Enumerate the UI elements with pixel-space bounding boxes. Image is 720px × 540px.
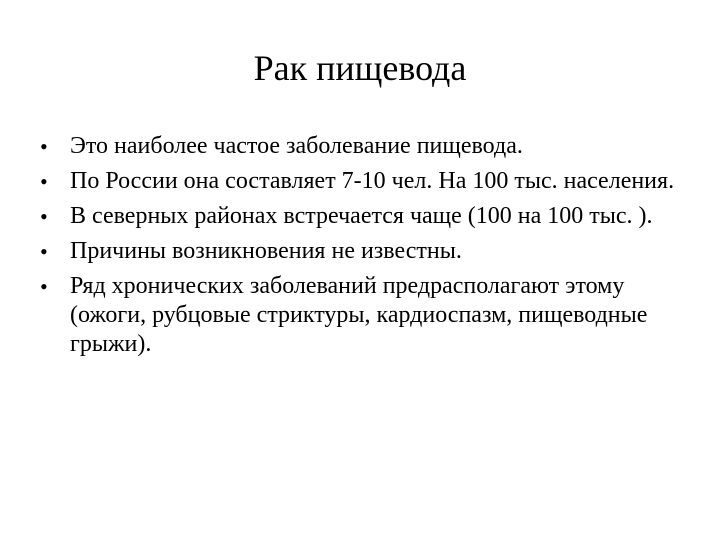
bullet-list	[36, 132, 696, 365]
bullet-item	[36, 167, 696, 196]
bullet-item	[36, 237, 696, 266]
bullet-marker: •	[40, 204, 48, 229]
bullet-text: В северных районах встречается чаще (100 на 100 тыс. ).	[70, 203, 653, 229]
bullet-text: Ряд хронических заболеваний предрасполагают этому (ожоги, рубцовые стриктуры, кардиоспазм, пищеводные грыжи).	[70, 273, 648, 357]
bullet-marker: •	[40, 274, 48, 299]
bullet-text: Это наиболее частое заболевание пищевода.	[70, 133, 523, 159]
bullet-text: Причины возникновения не известны.	[70, 238, 462, 264]
bullet-item	[36, 272, 696, 359]
bullet-item	[36, 132, 696, 161]
bullet-marker: •	[40, 134, 48, 159]
slide-title: Рак пищевода	[253, 48, 467, 88]
bullet-marker: •	[40, 169, 48, 194]
bullet-text: По России она составляет 7-10 чел. На 100 тыс. населения.	[70, 168, 675, 194]
bullet-item	[36, 202, 696, 231]
bullet-marker: •	[40, 239, 48, 264]
